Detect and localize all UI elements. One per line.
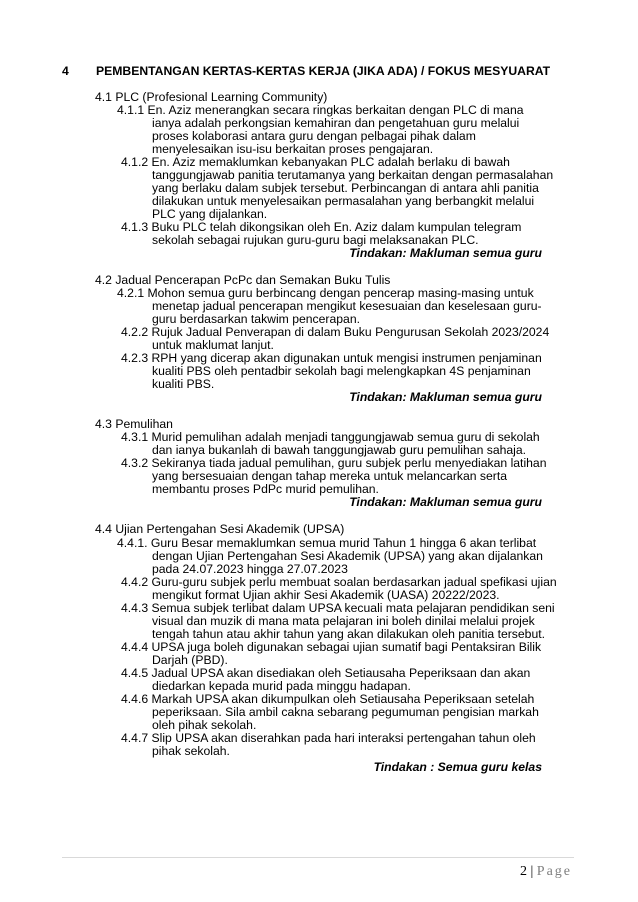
footer-divider [62,857,574,858]
action-4-2: Tindakan: Makluman semua guru [349,390,542,404]
item-4-2-3-cont: kualiti PBS oleh pentadbir sekolah bagi melengkapkan 4S penjaminan [152,364,531,378]
item-4-1-2: 4.1.2 En. Aziz memaklumkan kebanyakan PLC adalah berlaku di bawah [121,155,510,169]
item-4-1-2-cont: yang berlaku dalam subjek tersebut. Perbincangan di antara ahli panitia [152,181,539,195]
item-4-4-4: 4.4.4 UPSA juga boleh digunakan sebagai ujian sumatif bagi Pentaksiran Bilik [121,640,542,654]
page-number: 2 [519,864,527,879]
item-4-4-6: 4.4.6 Markah UPSA akan dikumpulkan oleh Setiausaha Peperiksaan setelah [121,692,535,706]
item-4-4-1-cont: dengan Ujian Pertengahan Sesi Akademik (UPSA) yang akan dijalankan [152,549,543,563]
item-4-4-5-cont: diedarkan kepada murid pada minggu hadapan. [152,679,411,693]
item-4-4-7-cont: pihak sekolah. [152,744,230,758]
subsection-heading-4-4: 4.4 Ujian Pertengahan Sesi Akademik (UPSA) [95,522,345,536]
item-4-4-7: 4.4.7 Slip UPSA akan diserahkan pada hari interaksi pertengahan tahun oleh [121,731,536,745]
item-4-4-4-cont: Darjah (PBD). [152,653,228,667]
action-4-4: Tindakan : Semua guru kelas [373,760,542,774]
section-title: PEMBENTANGAN KERTAS-KERTAS KERJA (JIKA ADA) / FOKUS MESYUARAT [96,64,551,78]
item-4-4-3-cont: visual dan muzik di mana mata pelajaran ini boleh dinilai melalui projek [152,614,535,628]
item-4-4-3: 4.4.3 Semua subjek terlibat dalam UPSA kecuali mata pelajaran pendidikan seni [121,601,555,615]
item-4-4-1: 4.4.1. Guru Besar memaklumkan semua murid Tahun 1 hingga 6 akan terlibat [117,536,537,550]
footer-separator: | [530,864,534,879]
item-4-4-3-cont: tengah tahun atau akhir tahun yang akan dilakukan oleh panitia tersebut. [152,627,545,641]
item-4-3-2-cont: membantu proses PdPc murid pemulihan. [152,482,379,496]
item-4-2-1: 4.2.1 Mohon semua guru berbincang dengan pencerap masing-masing untuk [117,286,534,300]
section-number: 4 [62,64,69,78]
item-4-1-2-cont: PLC yang dijalankan. [152,207,268,221]
item-4-1-1-cont: ianya adalah perkongsian kemahiran dan pengetahuan guru melalui [152,116,520,130]
item-4-2-1-cont: menetap jadual pencerapan mengikut kesesuaian dan keselesaan guru- [152,299,542,313]
item-4-1-2-cont: tanggungjawab panitia terutamanya yang berkaitan dengan permasalahan [152,168,554,182]
item-4-2-3-cont: kualiti PBS. [152,377,215,391]
item-4-2-3: 4.2.3 RPH yang dicerap akan digunakan untuk mengisi instrumen penjaminan [121,351,542,365]
item-4-2-2: 4.2.2 Rujuk Jadual Penverapan di dalam Buku Pengurusan Sekolah 2023/2024 [121,325,550,339]
item-4-4-2-cont: mengikut format Ujian akhir Sesi Akademik (UASA) 20222/2023. [152,588,500,602]
item-4-3-1: 4.3.1 Murid pemulihan adalah menjadi tanggungjawab semua guru di sekolah [121,430,540,444]
item-4-2-1-cont: guru berdasarkan takwim pencerapan. [152,312,360,326]
item-4-3-1-cont: dan ianya bukanlah di bawah tanggungjawab guru pemulihan sahaja. [152,443,527,457]
subsection-heading-4-1: 4.1 PLC (Profesional Learning Community) [95,90,328,104]
item-4-4-6-cont: peperiksaan. Sila ambil cakna sebarang pegumuman pengisian markah [152,705,539,719]
item-4-4-5: 4.4.5 Jadual UPSA akan disediakan oleh Setiausaha Peperiksaan dan akan [121,666,531,680]
item-4-1-1-cont: proses kolaborasi antara guru dengan pelbagai pihak dalam [152,129,476,143]
item-4-2-2-cont: untuk maklumat lanjut. [152,338,274,352]
action-4-1: Tindakan: Makluman semua guru [349,246,542,260]
item-4-4-1-cont: pada 24.07.2023 hingga 27.07.2023 [152,562,348,576]
item-4-1-3-cont: sekolah sebagai rujukan guru-guru bagi melaksanakan PLC. [152,233,479,247]
item-4-4-6-cont: oleh pihak sekolah. [152,718,257,732]
item-4-3-2-cont: yang bersesuaian dengan tahap mereka untuk melancarkan serta [152,469,508,483]
item-4-1-3: 4.1.3 Buku PLC telah dikongsikan oleh En. Aziz dalam kumpulan telegram [121,220,522,234]
item-4-1-1: 4.1.1 En. Aziz menerangkan secara ringkas berkaitan dengan PLC di mana [117,103,524,117]
page-footer [520,864,572,880]
item-4-3-2: 4.3.2 Sekiranya tiada jadual pemulihan, guru subjek perlu menyediakan latihan [121,456,547,470]
page-label: Page [536,864,572,879]
item-4-1-2-cont: dilakukan untuk menyelesaikan permasalahan yang berbangkit melalui [152,194,535,208]
subsection-heading-4-2: 4.2 Jadual Pencerapan PcPc dan Semakan Buku Tulis [95,273,391,287]
item-4-1-1-cont: menyelesaikan isu-isu berkaitan proses pengajaran. [152,142,434,156]
item-4-4-2: 4.4.2 Guru-guru subjek perlu membuat soalan berdasarkan jadual spefikasi ujian [121,575,557,589]
action-4-3: Tindakan: Makluman semua guru [349,495,542,509]
subsection-heading-4-3: 4.3 Pemulihan [95,417,173,431]
